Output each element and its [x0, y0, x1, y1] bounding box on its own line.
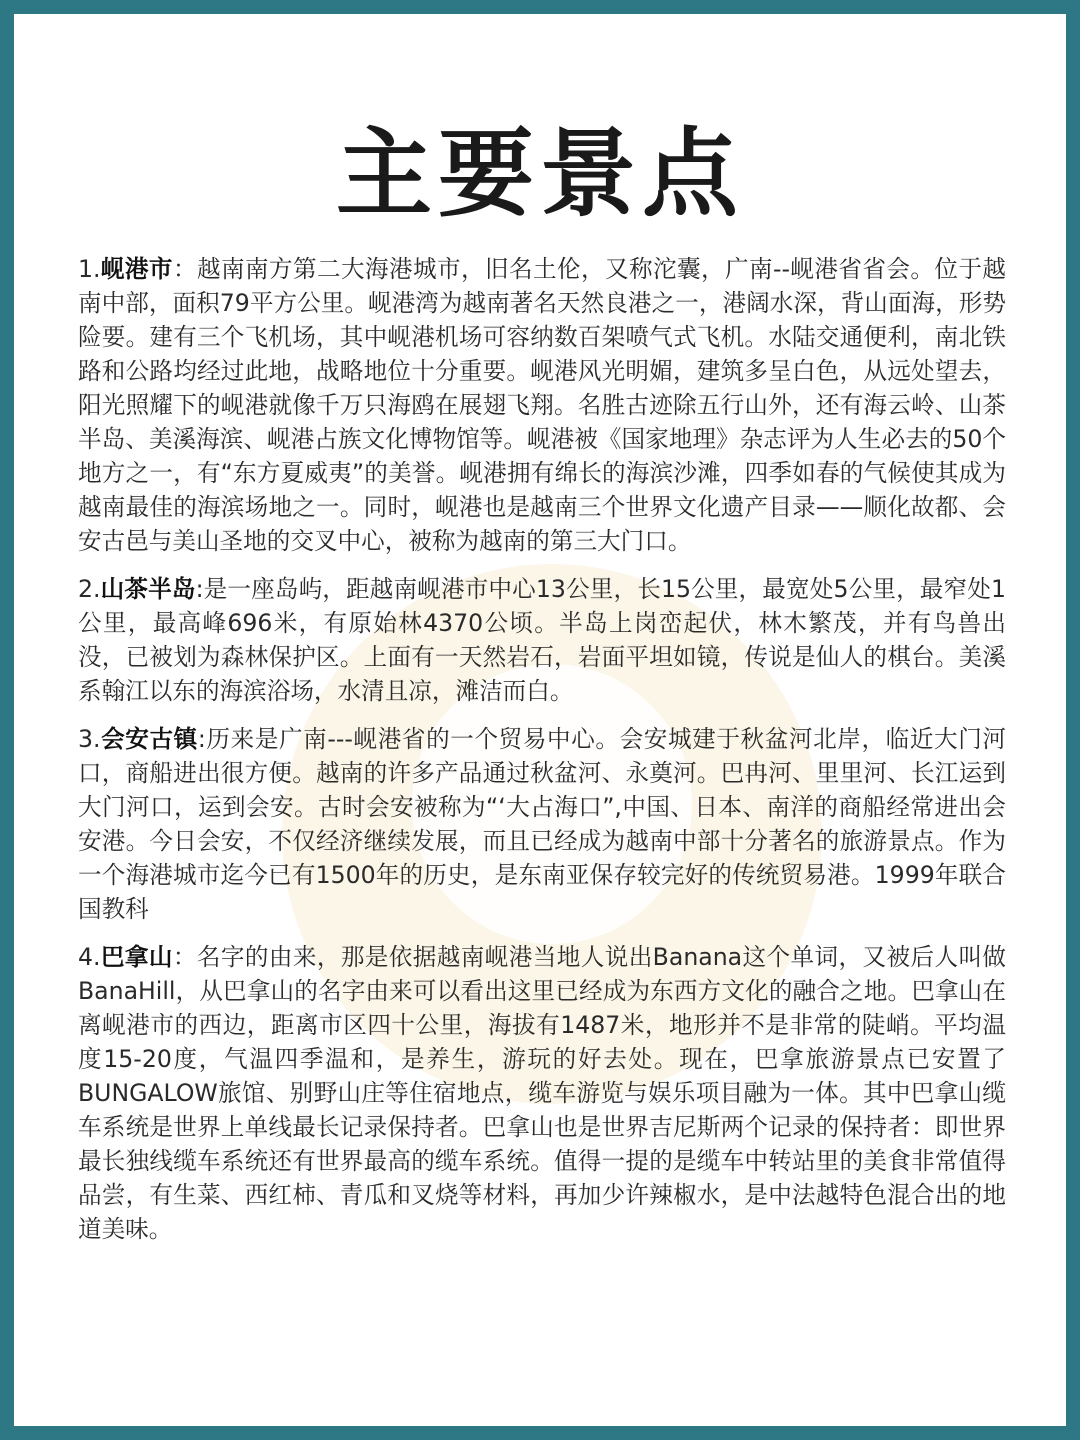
section-number: 1.: [78, 255, 101, 283]
page-card: [14, 14, 1066, 1426]
content-body: [78, 252, 1006, 1260]
section-number: 2.: [78, 575, 101, 603]
section-danang: [78, 252, 1006, 558]
section-body: 是一座岛屿，距越南岘港市中心13公里，长15公里，最宽处5公里，最窄处1公里，最高峰696米，有原始林4370公顷。半岛上岗峦起伏，林木繁茂，并有鸟兽出没，已被划为森林保护区。上面有一天然岩石，岩面平坦如镜，传说是仙人的棋台。美溪系翰江以东的海滨浴场，水清且凉，滩洁而白。: [78, 575, 1006, 705]
section-separator: :: [197, 725, 206, 753]
section-heading: 巴拿山: [100, 943, 173, 971]
section-body: 越南南方第二大海港城市，旧名土伦，又称沱囊，广南--岘港省省会。位于越南中部，面积79平方公里。岘港湾为越南著名天然良港之一，港阔水深，背山面海，形势险要。建有三个飞机场，其中岘港机场可容纳数百架喷气式飞机。水陆交通便利，南北铁路和公路均经过此地，战略地位十分重要。岘港风光明媚，建筑多呈白色，从远处望去，阳光照耀下的岘港就像千万只海鸥在展翅飞翔。名胜古迹除五行山外，还有海云岭、山茶半岛、美溪海滨、岘港占族文化博物馆等。岘港被《国家地理》杂志评为人生必去的50个地方之一，有“东方夏威夷”的美誉。岘港拥有绵长的海滨沙滩，四季如春的气候使其成为越南最佳的海滨场地之一。同时，岘港也是越南三个世界文化遗产目录——顺化故都、会安古邑与美山圣地的交叉中心，被称为越南的第三大门口。: [78, 255, 1007, 555]
section-hoi-an: [78, 722, 1006, 926]
page-title: 主要景点: [336, 117, 744, 230]
section-heading: 山茶半岛: [100, 575, 196, 603]
section-ba-na: [78, 940, 1006, 1246]
section-number: 4.: [78, 943, 101, 971]
section-body: 历来是广南---岘港省的一个贸易中心。会安城建于秋盆河北岸，临近大门河口，商船进出很方便。越南的许多产品通过秋盆河、永奠河。巴冉河、里里河、长江运到大门河口，运到会安。古时会安被称为“‘大占海口”,中国、日本、南洋的商船经常进出会安港。今日会安，不仅经济继续发展，而且已经成为越南中部十分著名的旅游景点。作为一个海港城市迄今已有1500年的历史，是东南亚保存较完好的传统贸易港。1999年联合国教科: [78, 725, 1007, 923]
section-separator: ：: [172, 943, 197, 971]
section-separator: ：: [172, 255, 197, 283]
section-body: 名字的由来，那是依据越南岘港当地人说出Banana这个单词，又被后人叫做BanaHill，从巴拿山的名字由来可以看出这里已经成为东西方文化的融合之地。巴拿山在离岘港市的西边，距离市区四十公里，海拔有1487米，地形并不是非常的陡峭。平均温度15-20度，气温四季温和，是养生，游玩的好去处。现在，巴拿旅游景点已安置了BUNGALOW旅馆、别野山庄等住宿地点，缆车游览与娱乐项目融为一体。其中巴拿山缆车系统是世界上单线最长记录保持者。巴拿山也是世界吉尼斯两个记录的保持者：即世界最长独线缆车系统还有世界最高的缆车系统。值得一提的是缆车中转站里的美食非常值得品尝，有生菜、西红柿、青瓜和叉烧等材料，再加少许辣椒水，是中法越特色混合出的地道美味。: [78, 943, 1007, 1243]
section-separator: :: [195, 575, 204, 603]
section-heading: 岘港市: [100, 255, 173, 283]
section-son-tra: [78, 572, 1006, 708]
section-number: 3.: [78, 725, 101, 753]
section-heading: 会安古镇: [100, 725, 198, 753]
